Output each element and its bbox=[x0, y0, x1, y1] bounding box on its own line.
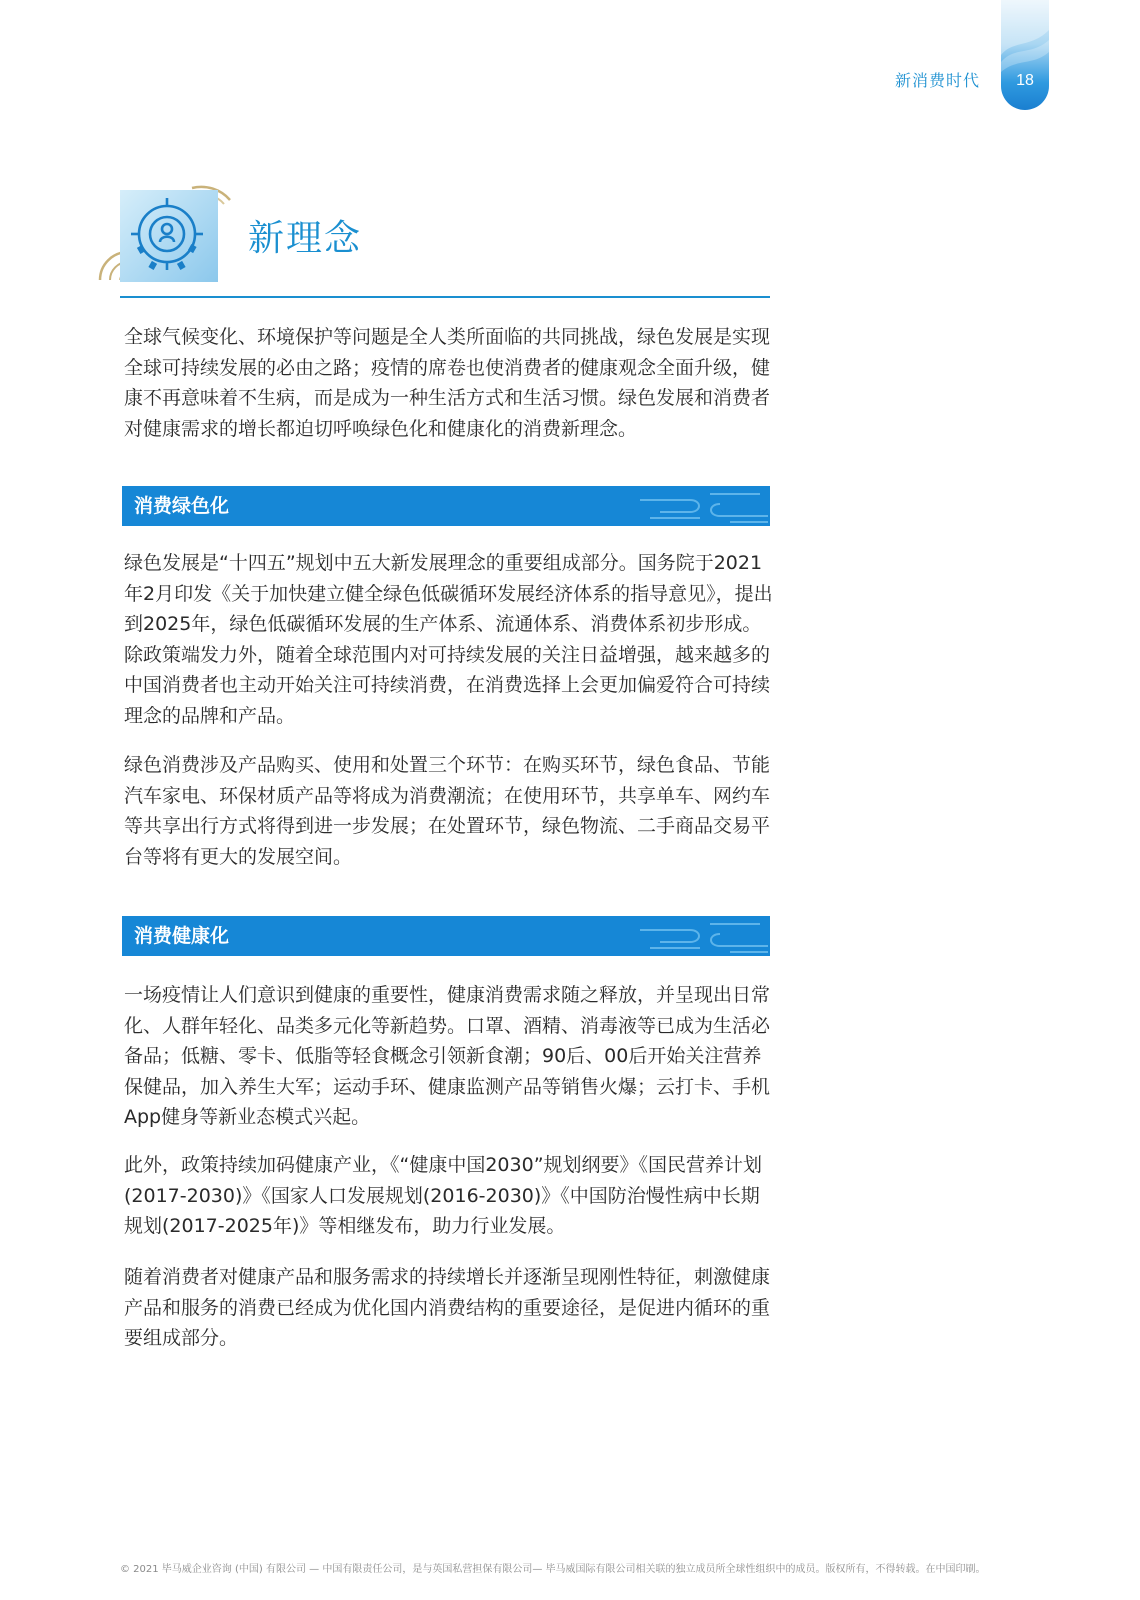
health-paragraph-2: 此外，政策持续加码健康产业，《“健康中国2030”规划纲要》《国民营养计划(2017-2030)》《国家人口发展规划(2016-2030)》《中国防治慢性病中长期规划(2017-2025年)》等相继发布，助力行业发展。 bbox=[124, 1154, 763, 1237]
green-paragraph-2: 绿色消费涉及产品购买、使用和处置三个环节：在购买环节，绿色食品、节能汽车家电、环保材质产品等将成为消费潮流；在使用环节，共享单车、网约车等共享出行方式将得到进一步发展；在处置环节，绿色物流、二手商品交易平台等将有更大的发展空间。 bbox=[124, 754, 771, 868]
page-number: 18 bbox=[1016, 72, 1034, 89]
title-divider bbox=[120, 296, 770, 298]
intro-paragraph: 全球气候变化、环境保护等问题是全人类所面临的共同挑战，绿色发展是实现全球可持续发展的必由之路；疫情的席卷也使消费者的健康观念全面升级，健康不再意味着不生病，而是成为一种生活方式和生活习惯。绿色发展和消费者对健康需求的增长都迫切呼唤绿色化和健康化的消费新理念。 bbox=[124, 326, 771, 440]
section-icon-box bbox=[120, 190, 218, 282]
green-paragraph-1: 绿色发展是“十四五”规划中五大新发展理念的重要组成部分。国务院于2021年2月印发《关于加快建立健全绿色低碳循环发展经济体系的指导意见》，提出到2025年，绿色低碳循环发展的生产体系、流通体系、消费体系初步形成。除政策端发力外，随着全球范围内对可持续发展的关注日益增强，越来越多的中国消费者也主动开始关注可持续消费，在消费选择上会更加偏爱符合可持续理念的品牌和产品。 bbox=[124, 552, 773, 727]
subheading-bar-green bbox=[122, 486, 770, 526]
subheading-bar-health bbox=[122, 916, 770, 956]
health-paragraph-3: 随着消费者对健康产品和服务需求的持续增长并逐渐呈现刚性特征，刺激健康产品和服务的消费已经成为优化国内消费结构的重要途径，是促进内循环的重要组成部分。 bbox=[124, 1266, 771, 1349]
subheading-health-label: 消费健康化 bbox=[134, 925, 230, 947]
wave-lines-icon bbox=[630, 916, 770, 956]
footer-copyright: © 2021 毕马威企业咨询 (中国) 有限公司 — 中国有限责任公司，是与英国私营担保有限公司— 毕马威国际有限公司相关联的独立成员所全球性组织中的成员。版权所有，不得转载。在中国印刷。 bbox=[120, 1564, 986, 1575]
header-section-label: 新消费时代 bbox=[894, 71, 980, 90]
wave-decoration-icon bbox=[1001, 0, 1049, 110]
page-number-tab bbox=[1001, 0, 1049, 110]
health-paragraph-1: 一场疫情让人们意识到健康的重要性，健康消费需求随之释放，并呈现出日常化、人群年轻化、品类多元化等新趋势。口罩、酒精、消毒液等已成为生活必备品；低糖、零卡、低脂等轻食概念引领新食潮；90后、00后开始关注营养保健品，加入养生大军；运动手环、健康监测产品等销售火爆；云打卡、手机App健身等新业态模式兴起。 bbox=[124, 984, 771, 1128]
section-title: 新理念 bbox=[248, 218, 363, 259]
gear-target-person-icon bbox=[120, 190, 218, 282]
wave-lines-icon bbox=[630, 486, 770, 526]
subheading-green-label: 消费绿色化 bbox=[134, 495, 230, 517]
